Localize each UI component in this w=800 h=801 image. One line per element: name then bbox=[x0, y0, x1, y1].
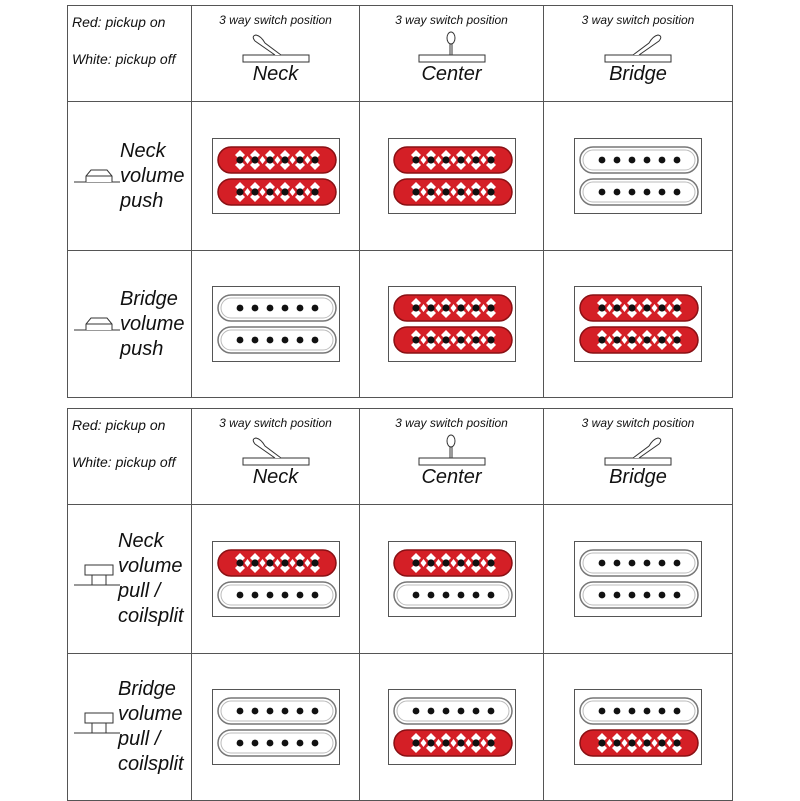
coil-neck-side bbox=[580, 147, 698, 173]
coil-neck-side bbox=[218, 147, 336, 173]
pickup-cell bbox=[544, 654, 733, 801]
humbucker-pickup bbox=[388, 689, 516, 765]
coil-neck-side bbox=[218, 698, 336, 724]
wiring-table-push bbox=[67, 5, 733, 398]
switch-lever-center-icon bbox=[417, 31, 487, 65]
coil-bridge-side bbox=[580, 582, 698, 608]
legend-cell bbox=[68, 6, 192, 102]
coil-bridge-side bbox=[218, 179, 336, 205]
pickup-wrap bbox=[192, 251, 359, 397]
volume-knob-pull-icon bbox=[72, 709, 122, 743]
wiring-row bbox=[68, 654, 733, 801]
row-label-cell bbox=[68, 251, 192, 398]
pickup-wrap bbox=[360, 251, 543, 397]
legend-on: Red: pickup on bbox=[72, 14, 166, 30]
switch-lever-left-icon bbox=[241, 434, 311, 468]
switch-lever-center-icon bbox=[417, 434, 487, 468]
switch-position-header-left bbox=[192, 6, 360, 102]
switch-position-name: Center bbox=[421, 63, 482, 85]
coil-bridge-side bbox=[394, 582, 512, 608]
coil-bridge-side bbox=[580, 179, 698, 205]
pickup-cell bbox=[360, 654, 544, 801]
pickup-wrap bbox=[360, 505, 543, 653]
coil-neck-side bbox=[218, 550, 336, 576]
switch-lever-left-icon bbox=[241, 31, 311, 65]
coil-neck-side bbox=[394, 698, 512, 724]
pickup-wrap bbox=[544, 251, 732, 397]
switch-position-name: Neck bbox=[252, 466, 299, 488]
pickup-cell bbox=[544, 251, 733, 398]
coil-neck-side bbox=[218, 295, 336, 321]
pickup-wrap bbox=[192, 654, 359, 800]
row-label-line: volume bbox=[120, 312, 185, 335]
row-label-line: Bridge bbox=[120, 287, 178, 310]
pickup-cell bbox=[360, 251, 544, 398]
row-label-line: volume bbox=[118, 703, 183, 725]
humbucker-pickup bbox=[212, 541, 340, 617]
humbucker-pickup bbox=[388, 286, 516, 362]
coil-neck-side bbox=[580, 698, 698, 724]
legend-on: Red: pickup on bbox=[72, 417, 166, 433]
row-label-cell bbox=[68, 654, 192, 801]
pickup-wrap bbox=[544, 654, 732, 800]
row-label-line: coilsplit bbox=[118, 753, 184, 775]
volume-knob-push-icon bbox=[72, 306, 122, 340]
coil-bridge-side bbox=[394, 327, 512, 353]
row-label-line: Bridge bbox=[118, 678, 176, 700]
row-label-line: volume bbox=[118, 555, 183, 577]
pickup-cell bbox=[192, 251, 360, 398]
pickup-cell bbox=[544, 102, 733, 251]
humbucker-pickup bbox=[212, 138, 340, 214]
switch-position-name: Neck bbox=[252, 63, 299, 85]
row-label bbox=[120, 139, 184, 214]
wiring-row bbox=[68, 102, 733, 251]
pickup-wrap bbox=[360, 654, 543, 800]
switch-position-name: Bridge bbox=[609, 466, 667, 488]
pickup-cell bbox=[192, 654, 360, 801]
switch-caption: 3 way switch position bbox=[219, 13, 332, 27]
legend-off: White: pickup off bbox=[72, 454, 176, 470]
header-row bbox=[68, 409, 733, 505]
row-label-line: push bbox=[120, 189, 164, 212]
humbucker-pickup bbox=[574, 541, 702, 617]
row-label bbox=[118, 677, 184, 777]
pickup-cell bbox=[360, 102, 544, 251]
switch-caption: 3 way switch position bbox=[395, 13, 508, 27]
switch-position-header-right bbox=[544, 6, 733, 102]
coil-bridge-side bbox=[218, 327, 336, 353]
switch-caption: 3 way switch position bbox=[581, 13, 695, 27]
row-label-line: volume bbox=[120, 164, 185, 187]
pickup-wrap bbox=[192, 102, 359, 250]
humbucker-pickup bbox=[574, 138, 702, 214]
coil-bridge-side bbox=[218, 730, 336, 756]
coil-neck-side bbox=[394, 295, 512, 321]
switch-caption: 3 way switch position bbox=[395, 416, 508, 430]
volume-knob-push-icon bbox=[72, 158, 122, 192]
row-label-line: push bbox=[120, 337, 164, 360]
pickup-cell bbox=[544, 505, 733, 654]
header-row bbox=[68, 6, 733, 102]
humbucker-pickup bbox=[212, 286, 340, 362]
row-label-line: pull / bbox=[118, 580, 161, 602]
row-label bbox=[120, 287, 184, 362]
legend-cell bbox=[68, 409, 192, 505]
pickup-wrap bbox=[360, 102, 543, 250]
pickup-cell bbox=[360, 505, 544, 654]
wiring-table-pull bbox=[67, 408, 733, 801]
coil-bridge-side bbox=[394, 730, 512, 756]
row-label-line: Neck bbox=[120, 139, 166, 162]
pickup-wrap bbox=[544, 102, 732, 250]
row-label-line: pull / bbox=[118, 728, 161, 750]
volume-knob-pull-icon bbox=[72, 561, 122, 595]
row-label-cell bbox=[68, 505, 192, 654]
switch-lever-right-icon bbox=[603, 434, 673, 468]
switch-caption: 3 way switch position bbox=[581, 416, 695, 430]
coil-bridge-side bbox=[394, 179, 512, 205]
switch-position-header-right bbox=[544, 409, 733, 505]
pickup-cell bbox=[192, 505, 360, 654]
switch-caption: 3 way switch position bbox=[219, 416, 332, 430]
pickup-wrap bbox=[192, 505, 359, 653]
switch-position-header-center bbox=[360, 6, 544, 102]
humbucker-pickup bbox=[574, 286, 702, 362]
pickup-wrap bbox=[544, 505, 732, 653]
switch-position-name: Center bbox=[421, 466, 482, 488]
coil-neck-side bbox=[580, 295, 698, 321]
legend-off: White: pickup off bbox=[72, 51, 176, 67]
humbucker-pickup bbox=[212, 689, 340, 765]
row-label-cell bbox=[68, 102, 192, 251]
coil-bridge-side bbox=[580, 327, 698, 353]
humbucker-pickup bbox=[574, 689, 702, 765]
humbucker-pickup bbox=[388, 138, 516, 214]
switch-position-header-left bbox=[192, 409, 360, 505]
coil-bridge-side bbox=[218, 582, 336, 608]
wiring-row bbox=[68, 505, 733, 654]
switch-position-header-center bbox=[360, 409, 544, 505]
coil-neck-side bbox=[394, 147, 512, 173]
row-label-line: Neck bbox=[118, 530, 164, 552]
switch-position-name: Bridge bbox=[609, 63, 667, 85]
pickup-cell bbox=[192, 102, 360, 251]
coil-neck-side bbox=[580, 550, 698, 576]
row-label-line: coilsplit bbox=[118, 605, 184, 627]
coil-neck-side bbox=[394, 550, 512, 576]
row-label bbox=[118, 529, 184, 629]
coil-bridge-side bbox=[580, 730, 698, 756]
wiring-row bbox=[68, 251, 733, 398]
humbucker-pickup bbox=[388, 541, 516, 617]
switch-lever-right-icon bbox=[603, 31, 673, 65]
